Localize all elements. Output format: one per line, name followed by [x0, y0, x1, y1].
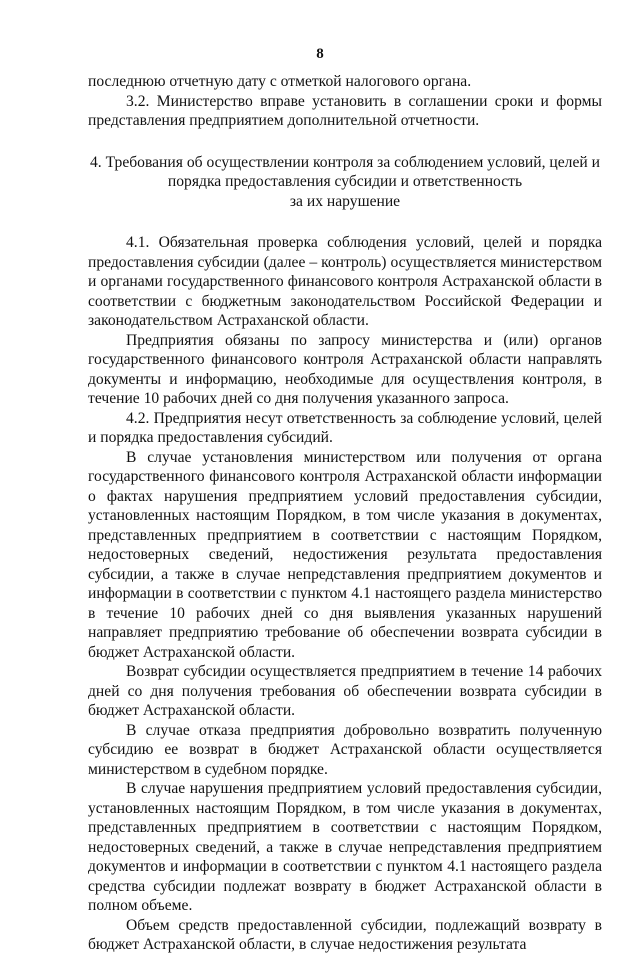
paragraph-3-2: 3.2. Министерство вправе установить в соглашении сроки и формы представления предприятием дополнительной отчетности.	[88, 92, 602, 129]
paragraph-continuation: последнюю отчетную дату с отметкой налогового органа.	[88, 73, 472, 90]
document-body	[88, 72, 602, 955]
paragraph-4-2: 4.2. Предприятия несут ответственность за соблюдение условий, целей и порядка предоставления субсидий.	[88, 409, 602, 446]
paragraph-violation-notice: В случае установления министерством или получения от органа государственного финансового контроля Астраханской области информации о фактах нарушения предприятием условий предоставления субсидии, установленных настоящим Порядком, в том числе указания в документах, представленных предприятием в соответствии с настоящим Порядком, недостоверных сведений, недостижения результата предоставления субсидии, а также в случае непредставления предприятием документов и информации в соответствии с пунктом 4.1 настоящего раздела министерство в течение 10 рабочих дней со дня выявления указанных нарушений направляет предприятию требование об обеспечении возврата субсидии в бюджет Астраханской области.	[88, 448, 602, 661]
paragraph-court-refund: В случае отказа предприятия добровольно возвратить полученную субсидию ее возврат в бюджет Астраханской области осуществляется министерством в судебном порядке.	[88, 721, 602, 778]
paragraph-refund-volume: Объем средств предоставленной субсидии, подлежащий возврату в бюджет Астраханской области, в случае недостижения результата	[88, 916, 602, 953]
paragraph-4-1: 4.1. Обязательная проверка соблюдения условий, целей и порядка предоставления субсидии (далее – контроль) осуществляется министерством и органами государственного финансового контроля Астраханской области в соответствии с бюджетным законодательством Российской Федерации и законодательством Астраханской области.	[88, 234, 602, 329]
section-heading	[88, 153, 602, 212]
paragraph-full-refund: В случае нарушения предприятием условий предоставления субсидии, установленных настоящим Порядком, в том числе указания в документах, представленных предприятием в соответствии с настоящим Порядком, недостоверных сведений, а также в случае непредставления предприятием документов и информации в соответствии с пунктом 4.1 настоящего раздела средства субсидии подлежат возврату в бюджет Астраханской области в полном объеме.	[88, 780, 602, 914]
section-heading-line-1: 4. Требования об осуществлении контроля за соблюдением условий, целей и	[90, 153, 600, 171]
section-heading-line-3: за их нарушение	[289, 192, 401, 210]
page-number: 8	[316, 46, 324, 62]
paragraph-refund-term: Возврат субсидии осуществляется предприятием в течение 14 рабочих дней со дня получения требования об обеспечении возврата субсидии в бюджет Астраханской области.	[88, 663, 602, 719]
section-heading-line-2: порядка предоставления субсидии и ответственность	[167, 173, 523, 190]
paragraph-control-documents: Предприятия обязаны по запросу министерства и (или) органов государственного финансового контроля Астраханской области направлять документы и информацию, необходимые для осуществления контроля, в течение 10 рабочих дней со дня получения указанного запроса.	[88, 331, 602, 407]
